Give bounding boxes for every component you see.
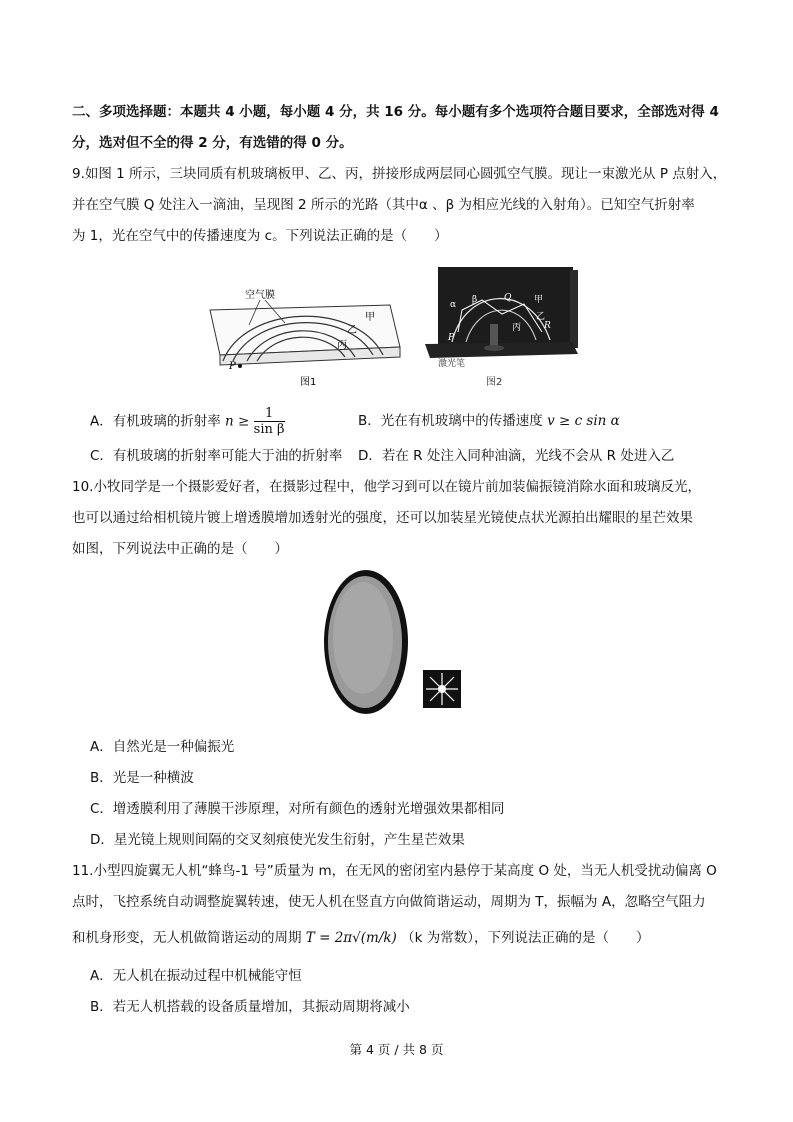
q11-stem-line2: 点时，飞控系统自动调整旋翼转速，使无人机在竖直方向做简谐运动，周期为 T，振幅为 A，忽略空气阻力 [72,894,706,910]
fig1-p-label: P [229,361,236,372]
fig2-p-label: P [448,333,455,343]
q11-stem-line3 [72,928,649,948]
fig1-air-film-label: 空气膜 [245,290,275,301]
q10-filter-lens-image [318,568,418,718]
fig2-jia-label: 甲 [534,295,544,305]
fig1-caption: 图1 [300,377,317,388]
q9-option-c: C．有机玻璃的折射率可能大于油的折射率 [90,448,343,464]
q9-option-a-text: A．有机玻璃的折射率 [90,413,221,430]
q9-figure2-photo [420,262,580,390]
fig1-bing-label: 丙 [337,340,347,351]
fig2-laser-label: 激光笔 [438,359,466,369]
q11-stem-line1: 11.小型四旋翼无人机“蜂鸟-1 号”质量为 m，在无风的密闭室内悬停于某高度 O 处，当无人机受扰动偏离 O [72,863,717,879]
fig1-jia-label: 甲 [365,312,375,323]
q9-option-b-text: B．光在有机玻璃中的传播速度 [358,413,543,429]
fig2-alpha-label: α [450,300,457,310]
q10-option-d: D．星光镜上规则间隔的交叉刻痕使光发生衍射，产生星芒效果 [90,832,465,848]
q11-stem-line3-suffix: （k 为常数），下列说法正确的是（ ） [401,930,650,946]
q9-stem-line3: 为 1，光在空气中的传播速度为 c。下列说法正确的是（ ） [72,228,448,244]
fig2-beta-label: β [472,295,478,305]
q9-option-a-numerator: 1 [254,406,285,422]
fig1-yi-label: 乙 [347,325,357,336]
q11-option-b: B．若无人机搭载的设备质量增加，其振动周期将减小 [90,999,410,1015]
fig2-r-label: R [544,321,551,331]
q11-option-a: A．无人机在振动过程中机械能守恒 [90,968,302,984]
q9-option-b [358,411,620,431]
fig2-bing-label: 丙 [512,323,522,333]
q9-option-a-fraction [254,406,285,437]
q9-option-d: D．若在 R 处注入同种油滴，光线不会从 R 处进入乙 [358,448,675,464]
fig2-yi-label: 乙 [536,312,546,322]
fig2-q-label: Q [504,293,512,303]
q11-stem-line3-prefix: 和机身形变，无人机做简谐运动的周期 [72,930,302,946]
q10-option-c: C．增透膜利用了薄膜干涉原理，对所有颜色的透射光增强效果都相同 [90,801,505,817]
q9-option-a-math: n ≥ [225,413,250,430]
q10-star-effect-image [423,670,461,708]
fig2-caption: 图2 [486,377,503,388]
q10-stem-line2: 也可以通过给相机镜片镀上增透膜增加透射光的强度，还可以加装星光镜使点状光源拍出耀眼的星芒效果 [72,510,693,526]
section-title-line1: 二、多项选择题：本题共 4 小题，每小题 4 分，共 16 分。每小题有多个选项符合题目要求，全部选对得 4 [72,104,719,120]
page-footer: 第 4 页 / 共 8 页 [349,1042,444,1057]
section-title-line2: 分，选对但不全的得 2 分，有选错的得 0 分。 [72,135,353,151]
fig1-p-point [238,364,242,368]
q11-period-formula: T = 2π√(m/k) [305,930,397,946]
q9-option-a-denominator: sin β [253,422,285,437]
q9-stem-line1: 9.如图 1 所示，三块同质有机玻璃板甲、乙、丙，拼接形成两层同心圆弧空气膜。现让一束激光从 P 点射入， [72,166,727,182]
q9-option-b-math: v ≥ c sin α [547,413,620,429]
q9-option-a [90,406,285,437]
q10-stem-line3: 如图，下列说法中正确的是（ ） [72,541,288,557]
q9-stem-line2: 并在空气膜 Q 处注入一滴油，呈现图 2 所示的光路（其中α 、β 为相应光线的入射角）。已知空气折射率 [72,197,695,213]
q10-option-b: B．光是一种横波 [90,770,194,786]
q10-stem-line1: 10.小牧同学是一个摄影爱好者，在摄影过程中，他学习到可以在镜片前加装偏振镜消除水面和玻璃反光， [72,479,701,495]
q9-figure1-diagram [205,285,405,390]
q10-option-a: A．自然光是一种偏振光 [90,739,235,755]
